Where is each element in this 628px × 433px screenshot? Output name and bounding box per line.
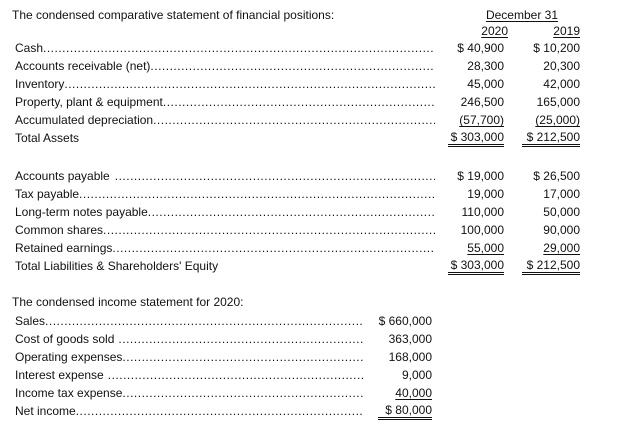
asset-row-label: Inventory ..... (15, 77, 435, 91)
income-row-amount: 40,000 (395, 386, 432, 400)
net-income-amount: $ 80,000 (378, 404, 432, 420)
total-assets-2020: $ 303,000 (448, 131, 504, 147)
asset-2019-value: (25,000) (535, 113, 580, 127)
income-row-amount: $ 660,000 (378, 314, 432, 328)
liability-row-label: Common shares ..... (15, 223, 435, 237)
asset-2020-value: $ 40,900 (457, 41, 504, 55)
asset-row-label: Property, plant & equipment ..... (15, 95, 435, 109)
liability-2019-value: $ 26,500 (533, 169, 580, 183)
income-row-amount: 168,000 (388, 350, 432, 364)
liability-2020-value: 110,000 (461, 205, 504, 219)
income-row-amount: 9,000 (401, 368, 432, 382)
asset-2020-value: 45,000 (467, 77, 504, 91)
liability-2020-value: 100,000 (460, 223, 504, 237)
income-row-amount: 363,000 (388, 332, 432, 346)
asset-2020-value: (57,700) (459, 113, 504, 127)
income-statement-title: The condensed income statement for 2020: (12, 295, 244, 309)
income-row-label: Cost of goods sold ..... (15, 332, 363, 346)
total-liabilities-equity-2019: $ 212,500 (522, 259, 580, 275)
income-row-label: Sales ..... (15, 314, 363, 328)
income-row-label: Interest expense ..... (15, 368, 363, 382)
liability-row-label: Accounts payable ..... (15, 169, 435, 183)
income-row-label: Operating expenses ..... (15, 350, 363, 364)
liability-2020-value: $ 19,000 (457, 169, 504, 183)
asset-2020-value: 28,300 (467, 59, 504, 73)
year-2020-header: 2020 (481, 24, 508, 38)
liability-row-label: Tax payable ..... (15, 187, 435, 201)
total-assets-label: Total Assets (15, 131, 80, 145)
income-row-label: Income tax expense ..... (15, 386, 363, 400)
liability-2019-value: 50,000 (543, 205, 580, 219)
asset-2019-value: 165,000 (536, 95, 580, 109)
liability-2019-value: 29,000 (543, 241, 580, 255)
liability-2020-value: 55,000 (467, 241, 504, 255)
liability-row-label: Retained earnings ..... (15, 241, 435, 255)
year-2019-header: 2019 (553, 24, 580, 38)
asset-row-label: Accumulated depreciation ..... (15, 113, 435, 127)
asset-2019-value: 42,000 (543, 77, 580, 91)
total-assets-2019: $ 212,500 (522, 131, 580, 147)
asset-row-label: Accounts receivable (net) ..... (15, 59, 435, 73)
liability-2020-value: 19,000 (467, 187, 504, 201)
asset-2019-value: $ 10,200 (533, 41, 580, 55)
liability-2019-value: 90,000 (543, 223, 580, 237)
total-liabilities-equity-2020: $ 303,000 (448, 259, 504, 275)
net-income-label: Net income ..... (15, 404, 363, 418)
total-liabilities-equity-label: Total Liabilities & Shareholders' Equity (15, 259, 219, 273)
statement-title: The condensed comparative statement of financial positions: (12, 8, 335, 22)
asset-2019-value: 20,300 (543, 59, 580, 73)
liability-2019-value: 17,000 (543, 187, 580, 201)
period-header: December 31 (485, 8, 559, 22)
asset-2020-value: 246,500 (460, 95, 504, 109)
asset-row-label: Cash ..... (15, 41, 435, 55)
liability-row-label: Long-term notes payable ..... (15, 205, 435, 219)
